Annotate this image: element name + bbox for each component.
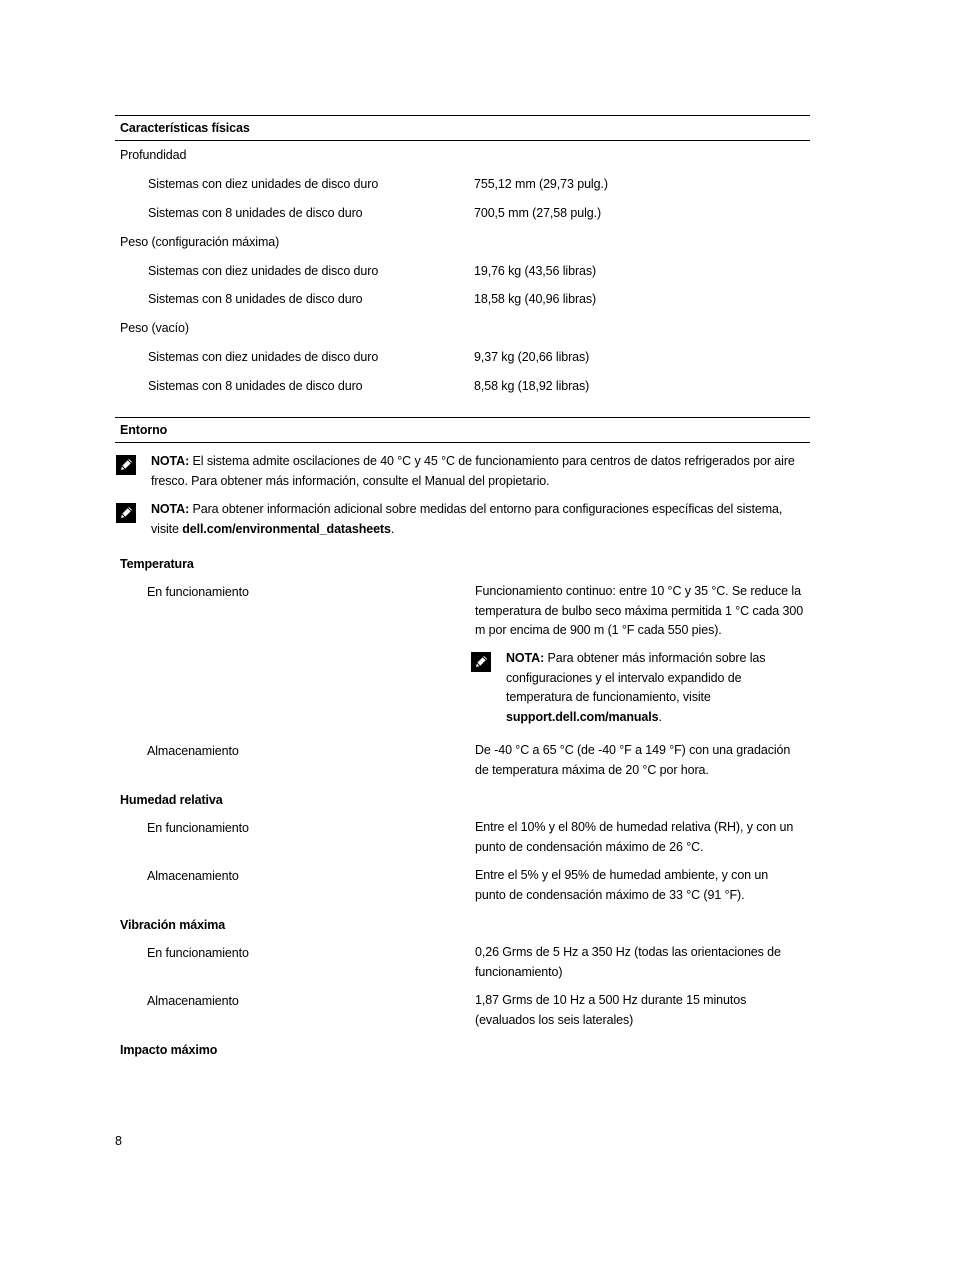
support-manuals-link[interactable]: support.dell.com/manuals <box>506 709 659 724</box>
note-pencil-icon <box>471 652 491 672</box>
temperature-header: Temperatura <box>120 557 194 571</box>
temperature-note-text: Para obtener más información sobre las configuraciones y el intervalo expandido de temperatura de funcionamiento, visite <box>506 651 766 704</box>
env-header-rule <box>115 442 810 443</box>
env-top-rule <box>115 417 810 418</box>
weight-max-row-label: Sistemas con 8 unidades de disco duro <box>148 292 363 306</box>
weight-empty-row-label: Sistemas con 8 unidades de disco duro <box>148 379 363 393</box>
note-2-suffix: . <box>390 521 395 536</box>
table-top-rule <box>115 115 810 116</box>
note-1-label: NOTA: <box>151 454 190 468</box>
depth-row-value: 755,12 mm (29,73 pulg.) <box>474 177 608 191</box>
vibration-storage-value: 1,87 Grms de 10 Hz a 500 Hz durante 15 minutos (evaluados los seis laterales) <box>475 993 747 1027</box>
weight-empty-row-value: 8,58 kg (18,92 libras) <box>474 379 590 393</box>
table-header-rule <box>115 140 810 141</box>
depth-row-label: Sistemas con 8 unidades de disco duro <box>148 206 363 220</box>
environment-header: Entorno <box>120 423 168 437</box>
weight-empty-label: Peso (vacío) <box>120 321 189 335</box>
weight-empty-row-value: 9,37 kg (20,66 libras) <box>474 350 590 364</box>
weight-max-row-value: 19,76 kg (43,56 libras) <box>474 264 597 278</box>
temperature-storage-value: De -40 °C a 65 °C (de -40 °F a 149 °F) con una gradación de temperatura máxima de 20 °C por hora. <box>475 743 791 777</box>
temperature-operating-label: En funcionamiento <box>147 585 249 599</box>
temperature-note <box>506 649 796 727</box>
depth-row-value: 700,5 mm (27,58 pulg.) <box>474 206 602 220</box>
note-1-text: El sistema admite oscilaciones de 40 °C y 45 °C de funcionamiento para centros de datos refrigerados por aire fresco. Para obtener más información, consulte el Manual del propietario. <box>151 454 795 488</box>
weight-max-label: Peso (configuración máxima) <box>120 235 280 249</box>
temperature-note-label: NOTA: <box>506 651 545 665</box>
weight-max-row-label: Sistemas con diez unidades de disco duro <box>148 264 379 278</box>
weight-empty-row-label: Sistemas con diez unidades de disco duro <box>148 350 379 364</box>
vibration-header: Vibración máxima <box>120 918 226 932</box>
environmental-datasheets-link[interactable]: dell.com/environmental_datasheets <box>182 521 391 536</box>
shock-header: Impacto máximo <box>120 1043 218 1057</box>
note-pencil-icon <box>116 455 136 475</box>
humidity-storage-label: Almacenamiento <box>147 869 239 883</box>
depth-row-label: Sistemas con diez unidades de disco duro <box>148 177 379 191</box>
note-pencil-icon <box>116 503 136 523</box>
note-2-label: NOTA: <box>151 502 190 516</box>
vibration-storage-label: Almacenamiento <box>147 994 239 1008</box>
note-2 <box>151 500 811 539</box>
note-2-text: Para obtener información adicional sobre medidas del entorno para configuraciones específicas del sistema, visite <box>151 502 783 536</box>
temperature-operating-value: Funcionamiento continuo: entre 10 °C y 35 °C. Se reduce la temperatura de bulbo seco máxima permitida 1 °C cada 300 m por encima de 900 m (1 °F cada 550 pies). <box>475 584 804 637</box>
temperature-note-suffix: . <box>658 709 662 724</box>
depth-label: Profundidad <box>120 148 187 162</box>
weight-max-row-value: 18,58 kg (40,96 libras) <box>474 292 597 306</box>
vibration-operating-value: 0,26 Grms de 5 Hz a 350 Hz (todas las orientaciones de funcionamiento) <box>475 945 781 979</box>
physical-header: Características físicas <box>120 121 250 135</box>
humidity-operating-value: Entre el 10% y el 80% de humedad relativa (RH), y con un punto de condensación máximo de 26 °C. <box>475 820 794 854</box>
note-1 <box>151 452 811 491</box>
humidity-header: Humedad relativa <box>120 793 223 807</box>
humidity-storage-value: Entre el 5% y el 95% de humedad ambiente, y con un punto de condensación máximo de 33 °C (91 °F). <box>475 868 769 902</box>
humidity-operating-label: En funcionamiento <box>147 821 249 835</box>
temperature-storage-label: Almacenamiento <box>147 744 239 758</box>
page-number: 8 <box>115 1134 122 1148</box>
vibration-operating-label: En funcionamiento <box>147 946 249 960</box>
